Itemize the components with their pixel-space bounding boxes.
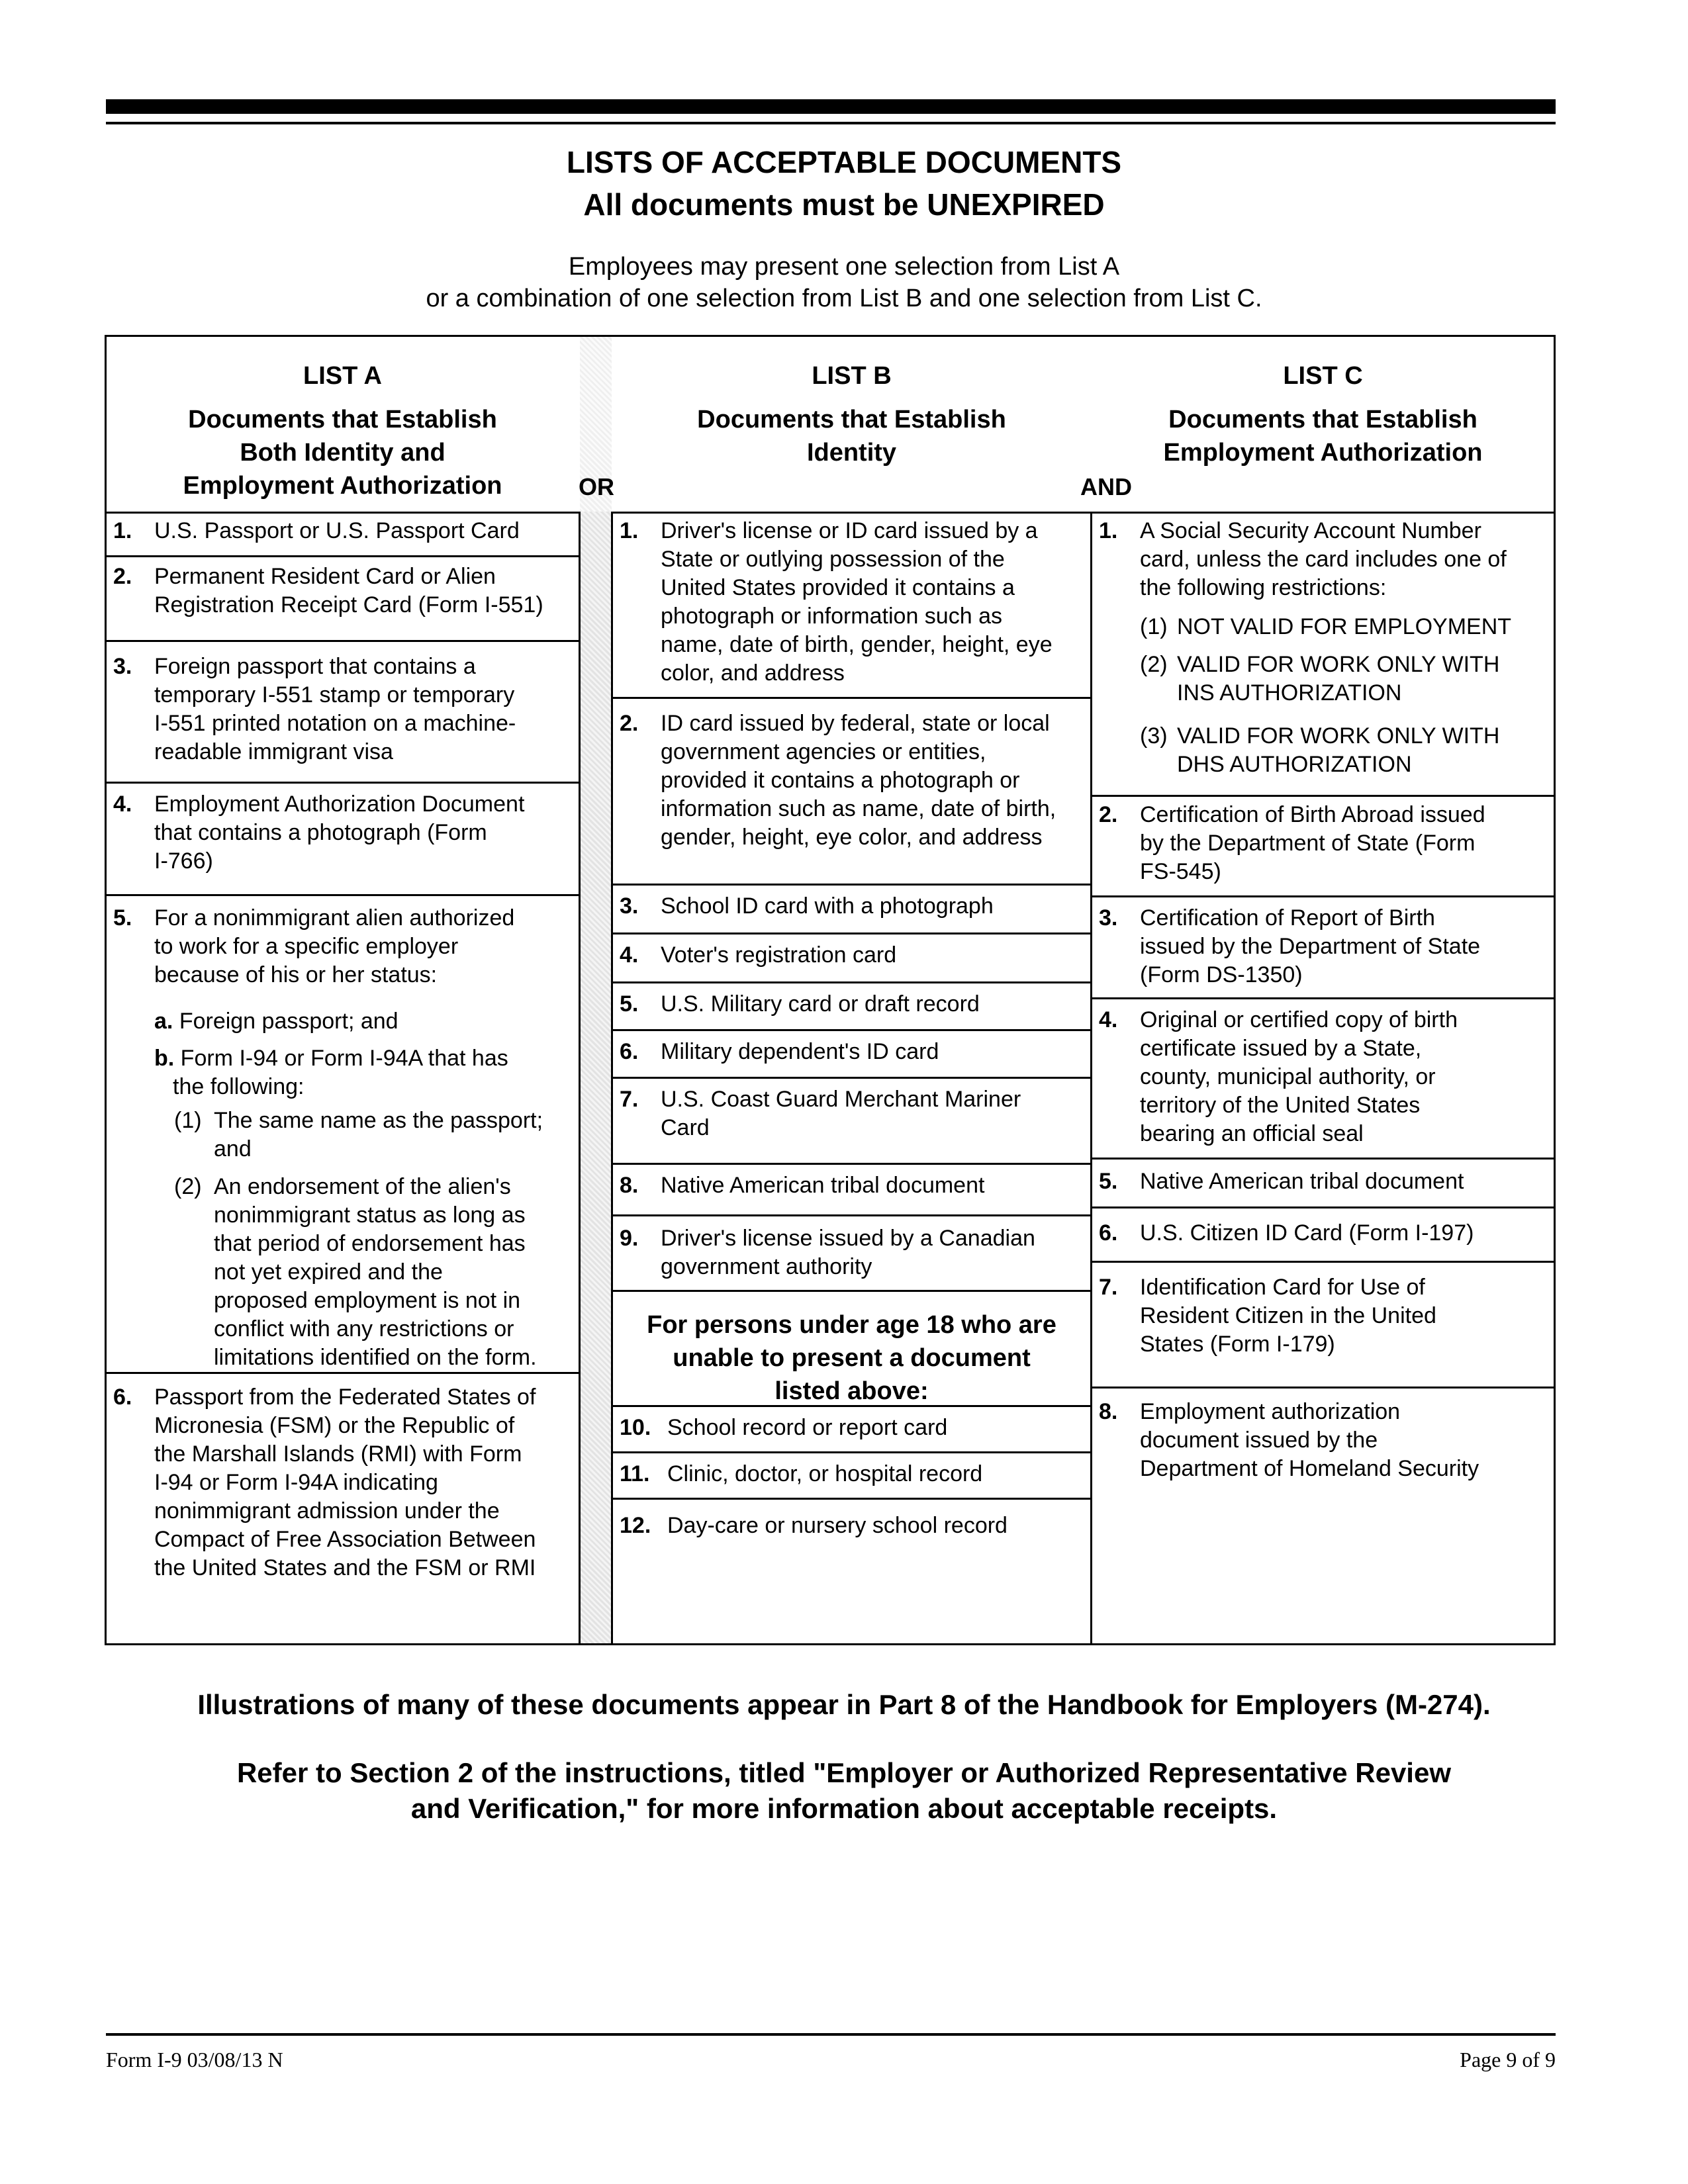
item-line: Permanent Resident Card or Alien [154, 564, 496, 589]
list-c-column [1092, 512, 1554, 1643]
item-line: U.S. Military card or draft record [661, 991, 980, 1017]
sub-line: conflict with any restrictions or [214, 1316, 514, 1342]
item-line: document issued by the [1140, 1428, 1378, 1453]
item-5-sub-b-line2: the following: [173, 1074, 305, 1099]
item-line: the Marshall Islands (RMI) with Form [154, 1441, 522, 1467]
item-text [1140, 904, 1547, 989]
sub-text: Form I-94 or Form I-94A that has [180, 1046, 508, 1071]
item-line: Original or certified copy of birth [1140, 1007, 1458, 1032]
item-line: United States provided it contains a [661, 575, 1015, 600]
item-line: Employment authorization [1140, 1399, 1401, 1424]
item-number: 8. [1099, 1399, 1118, 1424]
item-5-sub-b [154, 1044, 508, 1073]
item-number: 10. [620, 1415, 651, 1440]
item-line: to work for a specific employer [154, 934, 459, 959]
item-text [661, 941, 1084, 970]
list-a-item-2 [107, 555, 579, 640]
page-number: Page 9 of 9 [1460, 2048, 1556, 2071]
page-title: LISTS OF ACCEPTABLE DOCUMENTS [566, 145, 1122, 179]
item-line: Certification of Birth Abroad issued [1140, 802, 1485, 827]
list-a-item-3 [107, 640, 579, 782]
item-text [661, 892, 1084, 921]
sub-line: and [214, 1136, 252, 1161]
list-b-item-7 [613, 1077, 1090, 1154]
item-line: Department of Homeland Security [1140, 1456, 1479, 1481]
list-c-item-5 [1092, 1158, 1554, 1204]
header-rule-thin [106, 122, 1556, 124]
item-line: provided it contains a photograph or [661, 768, 1020, 793]
form-id: Form I-9 03/08/13 N [106, 2048, 283, 2071]
item-number: 5. [620, 991, 639, 1017]
heading-line: For persons under age 18 who are [647, 1311, 1056, 1339]
item-line: Military dependent's ID card [661, 1039, 939, 1064]
receipts-note-line: and Verification," for more information about acceptable receipts. [410, 1793, 1278, 1824]
sub-text: Foreign passport; and [179, 1009, 399, 1034]
item-line: Passport from the Federated States of [154, 1385, 536, 1410]
list-c-item-1 [1092, 517, 1554, 795]
item-number: 12. [620, 1513, 651, 1538]
list-b-item-1 [613, 517, 1090, 697]
header-rule-thick [106, 99, 1556, 114]
item-line: gender, height, eye color, and address [661, 825, 1043, 850]
item-line: issued by the Department of State [1140, 934, 1481, 959]
item-line: Voter's registration card [661, 942, 897, 968]
restriction-1-label: (1) [1140, 614, 1168, 639]
list-b-desc-1: Documents that Establish [697, 406, 1006, 433]
item-line: information such as name, date of birth, [661, 796, 1056, 821]
item-text [154, 563, 572, 619]
item-text [661, 1085, 1084, 1142]
item-line: School record or report card [667, 1415, 948, 1440]
list-b-item-2 [613, 697, 1090, 874]
item-text [661, 709, 1084, 852]
item-line: color, and address [661, 660, 845, 686]
list-b-item-12 [613, 1498, 1090, 1551]
restriction-2-label: (2) [1140, 652, 1168, 677]
intro-line-2: or a combination of one selection from List B and one selection from List C. [426, 285, 1262, 312]
item-line: For a nonimmigrant alien authorized [154, 905, 515, 931]
sub-label: b. [154, 1046, 175, 1071]
list-a-item-6 [107, 1372, 579, 1643]
sub-line: proposed employment is not in [214, 1288, 521, 1313]
list-c-header [1092, 359, 1554, 469]
list-a-item-5 [107, 894, 579, 1372]
item-text [667, 1460, 1084, 1488]
item-line: Resident Citizen in the United [1140, 1303, 1436, 1328]
item-5-sub-1-text [214, 1107, 543, 1163]
heading-line: listed above: [774, 1377, 929, 1405]
footer-rule [106, 2033, 1556, 2036]
list-a-desc-1: Documents that Establish [188, 406, 497, 433]
item-line: U.S. Coast Guard Merchant Mariner [661, 1087, 1021, 1112]
item-line: name, date of birth, gender, height, eye [661, 632, 1053, 657]
item-line: nonimmigrant admission under the [154, 1498, 500, 1524]
item-line: A Social Security Account Number [1140, 518, 1481, 543]
item-line: Micronesia (FSM) or the Republic of [154, 1413, 515, 1438]
item-number: 5. [113, 905, 132, 931]
item-text [1140, 801, 1547, 886]
item-line: the United States and the FSM or RMI [154, 1555, 536, 1580]
item-number: 1. [113, 518, 132, 543]
item-5-sub-1-label: (1) [174, 1108, 202, 1133]
list-b-header [613, 359, 1090, 469]
list-a-column [107, 512, 579, 1643]
receipts-note [0, 1755, 1688, 1827]
page-subtitle: All documents must be UNEXPIRED [583, 187, 1105, 222]
item-line: States (Form I-179) [1140, 1332, 1335, 1357]
item-text [661, 1171, 1084, 1200]
item-line: government authority [661, 1254, 872, 1279]
list-b-item-4 [613, 933, 1090, 981]
item-line: Day-care or nursery school record [667, 1513, 1008, 1538]
item-text [667, 1414, 1084, 1442]
item-line: U.S. Passport or U.S. Passport Card [154, 518, 520, 543]
item-line: (Form DS-1350) [1140, 962, 1303, 987]
list-c-item-2 [1092, 795, 1554, 894]
list-a-name: LIST A [303, 362, 382, 390]
restriction-line: DHS AUTHORIZATION [1177, 752, 1412, 777]
list-a-desc-2: Both Identity and [240, 439, 445, 467]
item-number: 3. [620, 893, 639, 919]
item-line: government agencies or entities, [661, 739, 986, 764]
list-a-desc-3: Employment Authorization [183, 472, 502, 500]
list-c-name: LIST C [1283, 362, 1363, 390]
list-a-item-4 [107, 782, 579, 885]
list-b-item-8 [613, 1163, 1090, 1209]
list-b-under18-heading [613, 1308, 1090, 1408]
item-line: Identification Card for Use of [1140, 1275, 1425, 1300]
item-number: 9. [620, 1226, 639, 1251]
item-line: photograph or information such as [661, 604, 1002, 629]
item-line: Driver's license issued by a Canadian [661, 1226, 1035, 1251]
item-text [1140, 1219, 1547, 1248]
item-number: 6. [620, 1039, 639, 1064]
list-c-item-7 [1092, 1261, 1554, 1387]
item-5-sub-2-text [214, 1173, 537, 1372]
list-c-item-3 [1092, 895, 1554, 997]
item-line: by the Department of State (Form [1140, 831, 1476, 856]
list-b-name: LIST B [812, 362, 892, 390]
list-b-item-9 [613, 1214, 1090, 1290]
item-line: I-551 printed notation on a machine- [154, 711, 516, 736]
item-text [1140, 1398, 1547, 1483]
item-text [661, 517, 1084, 688]
item-line: Clinic, doctor, or hospital record [667, 1461, 983, 1486]
item-number: 11. [620, 1461, 650, 1486]
item-line: territory of the United States [1140, 1093, 1421, 1118]
item-line: because of his or her status: [154, 962, 438, 987]
item-number: 1. [1099, 518, 1118, 543]
restriction-line: VALID FOR WORK ONLY WITH [1177, 723, 1500, 749]
item-line: Certification of Report of Birth [1140, 905, 1435, 931]
list-a-header [107, 359, 579, 502]
item-text [1140, 1006, 1547, 1148]
sub-line: that period of endorsement has [214, 1231, 526, 1256]
documents-table [105, 335, 1556, 1645]
item-line: readable immigrant visa [154, 739, 393, 764]
item-line: bearing an official seal [1140, 1121, 1364, 1146]
item-text [661, 1224, 1084, 1281]
item-line: U.S. Citizen ID Card (Form I-197) [1140, 1220, 1474, 1246]
item-line: Native American tribal document [1140, 1169, 1464, 1194]
item-number: 4. [620, 942, 639, 968]
list-b-item-6 [613, 1029, 1090, 1077]
item-line: Driver's license or ID card issued by a [661, 518, 1038, 543]
item-line: School ID card with a photograph [661, 893, 994, 919]
item-line: Card [661, 1115, 710, 1140]
sub-line: not yet expired and the [214, 1259, 443, 1285]
list-b-item-10 [613, 1405, 1090, 1451]
item-text [661, 1038, 1084, 1066]
or-label: OR [579, 473, 614, 500]
or-separator [579, 512, 613, 1643]
list-c-item-4 [1092, 997, 1554, 1158]
item-number: 8. [620, 1173, 639, 1198]
restriction-2-text [1177, 651, 1499, 707]
item-line: certificate issued by a State, [1140, 1036, 1422, 1061]
list-b-column [613, 512, 1090, 1643]
and-label: AND [1080, 473, 1132, 500]
item-line: that contains a photograph (Form [154, 820, 487, 845]
restriction-3-label: (3) [1140, 723, 1168, 749]
item-text [154, 904, 572, 989]
item-number: 6. [113, 1385, 132, 1410]
item-line: temporary I-551 stamp or temporary [154, 682, 515, 707]
item-text [667, 1512, 1084, 1540]
heading-line: unable to present a document [673, 1344, 1031, 1372]
list-c-desc-1: Documents that Establish [1168, 406, 1477, 433]
item-line: Native American tribal document [661, 1173, 985, 1198]
item-number: 1. [620, 518, 639, 543]
list-b-desc-2: Identity [806, 439, 897, 467]
item-number: 6. [1099, 1220, 1118, 1246]
item-text [154, 653, 572, 766]
list-b-under18-divider [613, 1290, 1090, 1292]
item-number: 7. [1099, 1275, 1118, 1300]
item-text [154, 790, 572, 876]
item-text [1140, 1167, 1547, 1196]
list-c-item-8 [1092, 1387, 1554, 1499]
item-number: 5. [1099, 1169, 1118, 1194]
item-text [154, 1383, 572, 1582]
restriction-line: VALID FOR WORK ONLY WITH [1177, 652, 1500, 677]
item-number: 3. [113, 654, 132, 679]
sub-line: The same name as the passport; [214, 1108, 543, 1133]
item-line: I-94 or Form I-94A indicating [154, 1470, 438, 1495]
item-text [1140, 1273, 1547, 1359]
item-number: 2. [620, 711, 639, 736]
sub-line: limitations identified on the form. [214, 1345, 537, 1370]
restriction-1-text: NOT VALID FOR EMPLOYMENT [1177, 614, 1512, 639]
sub-line: nonimmigrant status as long as [214, 1203, 526, 1228]
sub-label: a. [154, 1009, 173, 1034]
item-line: FS-545) [1140, 859, 1221, 884]
list-a-item-1 [107, 517, 579, 555]
item-number: 7. [620, 1087, 639, 1112]
list-b-item-11 [613, 1451, 1090, 1498]
item-text [1140, 517, 1547, 602]
item-line: State or outlying possession of the [661, 547, 1005, 572]
item-number: 2. [1099, 802, 1118, 827]
list-b-item-3 [613, 884, 1090, 931]
sub-line: An endorsement of the alien's [214, 1174, 511, 1199]
list-c-desc-2: Employment Authorization [1163, 439, 1483, 467]
item-line: Registration Receipt Card (Form I-551) [154, 592, 543, 617]
item-line: Compact of Free Association Between [154, 1527, 536, 1552]
item-number: 4. [1099, 1007, 1118, 1032]
item-line: I-766) [154, 848, 213, 874]
intro-line-1: Employees may present one selection from List A [568, 253, 1120, 281]
item-5-sub-2-label: (2) [174, 1174, 202, 1199]
item-line: ID card issued by federal, state or local [661, 711, 1050, 736]
item-line: county, municipal authority, or [1140, 1064, 1436, 1089]
item-number: 4. [113, 792, 132, 817]
item-5-sub-a [154, 1007, 399, 1036]
item-line: Foreign passport that contains a [154, 654, 476, 679]
item-number: 2. [113, 564, 132, 589]
item-line: Employment Authorization Document [154, 792, 525, 817]
list-b-item-5 [613, 981, 1090, 1029]
list-c-item-6 [1092, 1206, 1554, 1259]
item-number: 3. [1099, 905, 1118, 931]
item-text [661, 990, 1084, 1019]
item-line: card, unless the card includes one of [1140, 547, 1507, 572]
restriction-3-text [1177, 722, 1499, 779]
restriction-line: INS AUTHORIZATION [1177, 680, 1402, 705]
item-text [154, 517, 572, 545]
handbook-note: Illustrations of many of these documents appear in Part 8 of the Handbook for Employers (M-274). [197, 1689, 1491, 1720]
receipts-note-line: Refer to Section 2 of the instructions, titled "Employer or Authorized Representative Review [236, 1757, 1452, 1788]
item-line: the following restrictions: [1140, 575, 1387, 600]
